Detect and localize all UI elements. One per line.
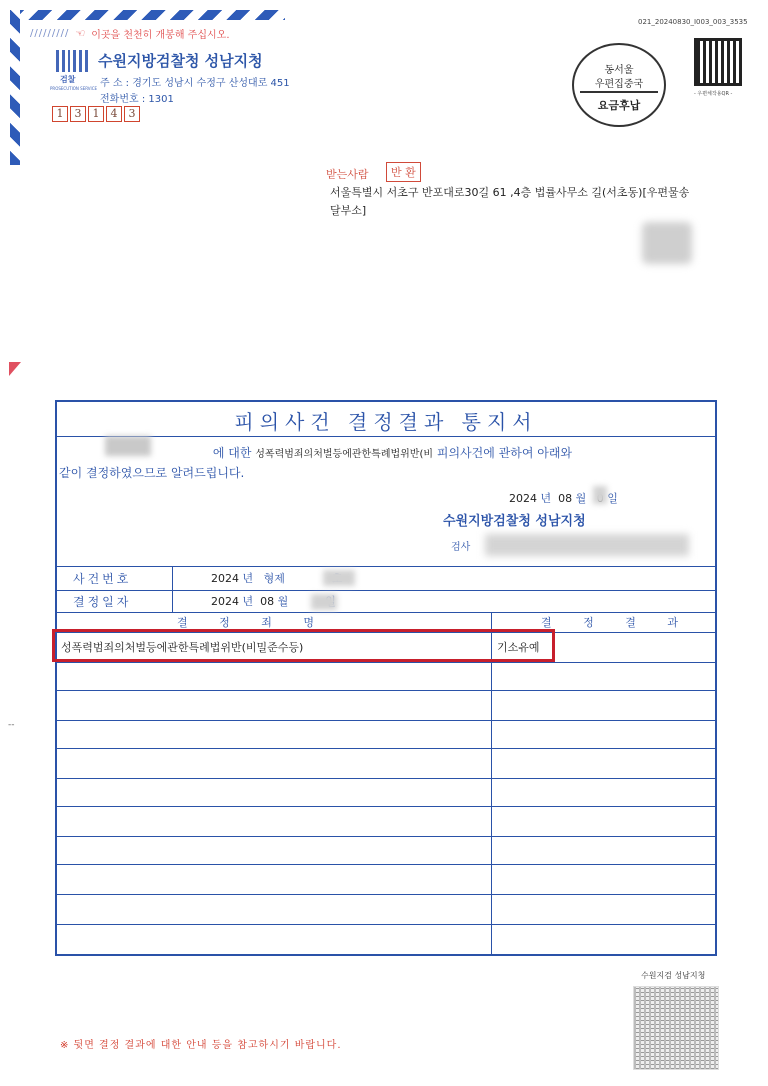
date-month-unit: 월 — [575, 492, 587, 505]
date-year: 2024 — [509, 492, 537, 505]
pointing-hand-icon: ☜ — [75, 27, 86, 40]
date-month: 08 — [558, 492, 573, 505]
date-year-unit: 년 — [540, 492, 552, 505]
recipient-address: 서울특별시 서초구 반포대로30길 61 ,4층 법률사무소 길(서초동)[우편물송달부소] — [330, 186, 690, 217]
prosecutor-label: 검사 — [451, 542, 471, 553]
sender-address — [100, 74, 290, 89]
logo-bars-icon — [56, 50, 88, 72]
prosecution-logo — [50, 48, 98, 96]
signing-office: 수원지방검찰청 성남지청 — [443, 514, 586, 529]
zip-digit: 1 — [52, 106, 68, 122]
sender-office: 수원지방검찰청 성남지청 — [98, 52, 263, 70]
redacted-decision-day — [311, 594, 337, 610]
postal-stamp — [572, 43, 666, 127]
charge-cell: 성폭력범죄의처벌등에관한특례법위반(비밀준수등) — [61, 641, 304, 654]
zip-digit: 3 — [124, 106, 140, 122]
decision-date-label: 결정일자 — [73, 595, 132, 609]
tear-notice — [30, 26, 230, 41]
redacted-area — [642, 222, 692, 264]
sender-phone — [100, 90, 174, 105]
intro-line-2: 같이 결정하였으므로 알려드립니다. — [59, 466, 245, 480]
office-qr-code-icon — [633, 986, 719, 1070]
stamp-line-3: 요금후납 — [597, 99, 641, 112]
decision-month: 08 — [260, 595, 275, 608]
redacted-day — [593, 486, 607, 504]
redacted-prosecutor-name — [485, 534, 689, 556]
recipient-label: 받는사람 — [326, 168, 369, 181]
address-value: 경기도 성남시 수정구 산성대로 451 — [132, 78, 290, 89]
decision-year: 2024 — [211, 595, 239, 608]
postal-qr-code-icon — [694, 38, 742, 86]
redacted-case-number — [323, 570, 355, 586]
address-label: 주 소 : — [100, 78, 130, 89]
decision-year-unit: 년 — [242, 595, 254, 608]
intro-about: 에 대한 — [212, 446, 252, 460]
stamp-line-1: 동서울 — [604, 65, 634, 76]
notice-form — [55, 400, 717, 956]
fold-mark-icon — [9, 362, 21, 376]
case-year: 2024 — [211, 572, 239, 585]
logo-text: 검찰 — [60, 75, 76, 84]
return-badge: 반 환 — [386, 162, 421, 182]
stamp-line-2: 우편집중국 — [594, 79, 644, 90]
form-title: 피의사건 결정결과 통지서 — [234, 410, 538, 434]
intro-line-1 — [69, 444, 572, 461]
case-year-unit: 년 — [242, 572, 254, 585]
intro-charge: 성폭력범죄의처벌등에관한특례법위반(비 — [255, 449, 434, 460]
side-fold-mark-icon: -- — [8, 720, 15, 730]
zip-digit: 3 — [70, 106, 86, 122]
footer-notice: ※ 뒷면 결정 결과에 대한 안내 등을 참고하시기 바랍니다. — [60, 1040, 342, 1051]
case-number-label: 사건번호 — [73, 572, 132, 586]
document-code: 021_20240830_I003_003_3535 — [638, 18, 748, 26]
result-cell: 기소유예 — [497, 641, 540, 654]
phone-value: 1301 — [148, 94, 174, 105]
postal-qr-caption: - 우편체작용QR - — [694, 91, 733, 97]
zip-digit: 1 — [88, 106, 104, 122]
logo-subtext: PROSECUTION SERVICE — [50, 86, 98, 91]
decision-month-unit: 월 — [277, 595, 289, 608]
column-charge-header: 결 정 죄 명 — [177, 616, 328, 629]
tear-line-icon: ///////// — [30, 28, 70, 39]
zip-code — [52, 106, 140, 122]
case-type: 형제 — [263, 572, 285, 585]
intro-rest: 피의사건에 관하여 아래와 — [436, 446, 573, 460]
phone-label: 전화번호 : — [100, 94, 146, 105]
envelope-stripe-left — [10, 10, 20, 165]
column-result-header: 결 정 결 과 — [541, 616, 692, 629]
tear-notice-text: 이곳을 천천히 개봉해 주십시오. — [91, 30, 230, 41]
zip-digit: 4 — [106, 106, 122, 122]
highlight-box — [52, 629, 555, 662]
office-qr-caption: 수원지검 성남지청 — [641, 971, 706, 980]
envelope-stripe-top — [10, 10, 285, 20]
date-day-unit: 일 — [607, 492, 618, 505]
